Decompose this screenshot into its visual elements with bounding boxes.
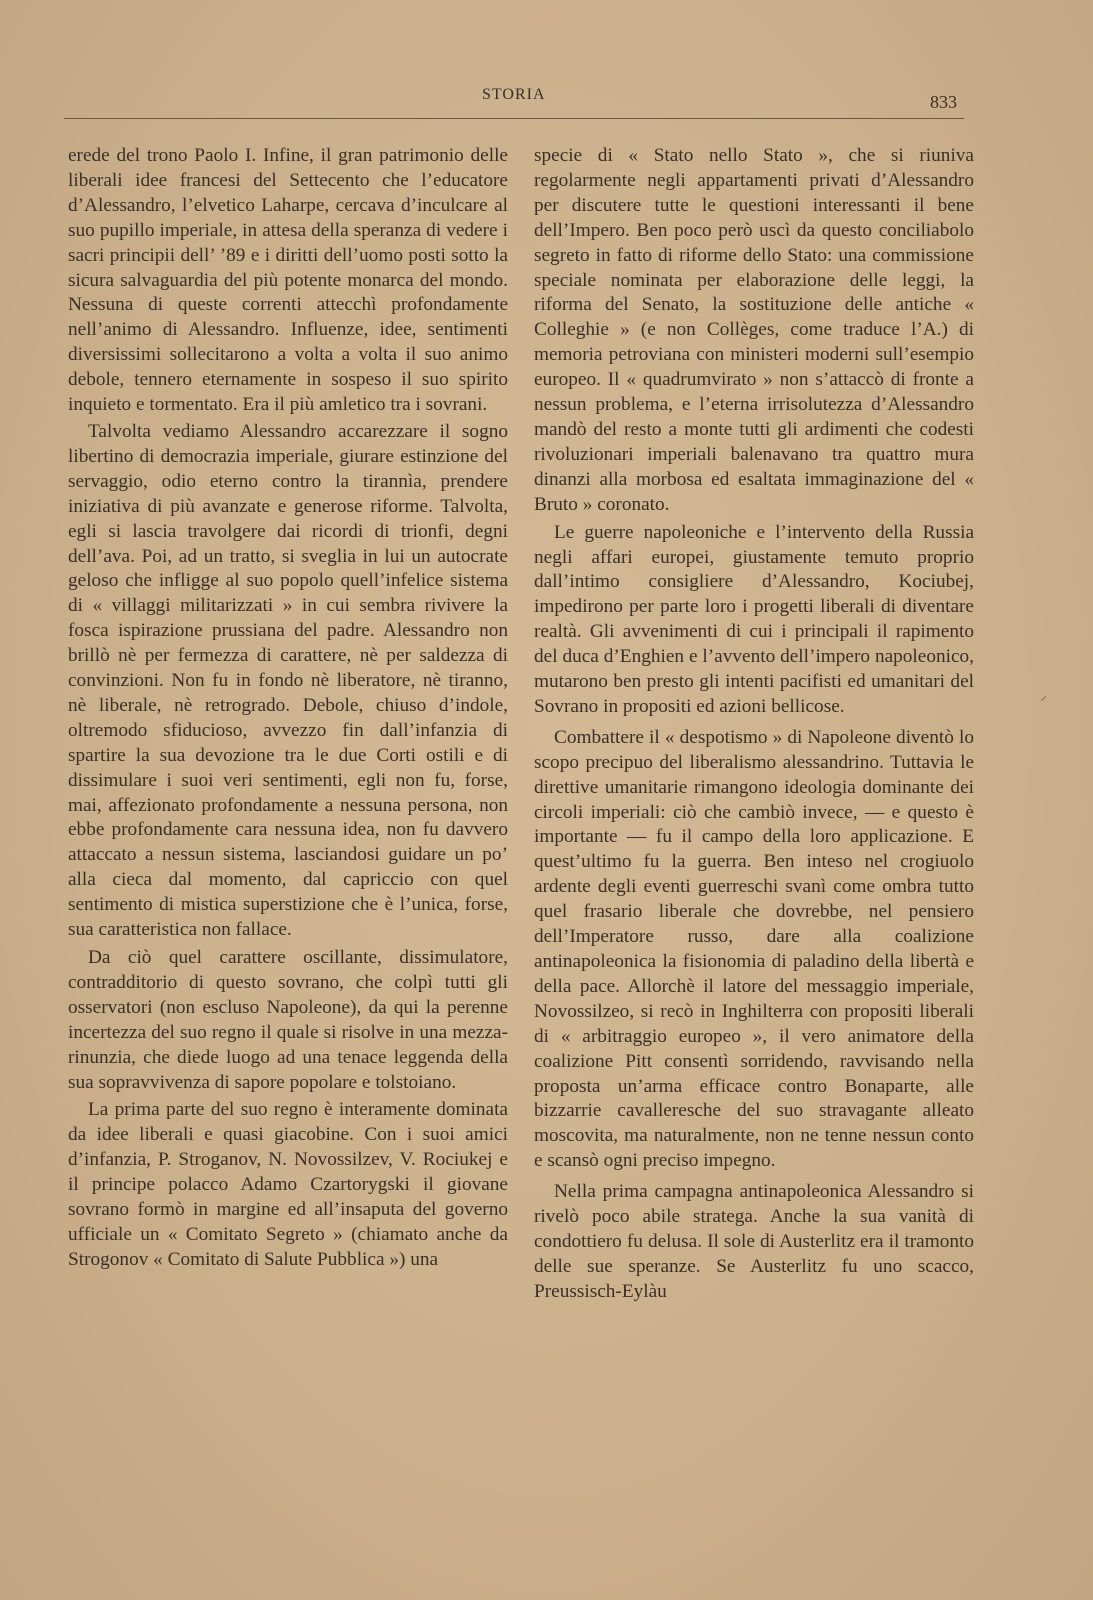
paragraph: Da ciò quel carattere oscillante, dissimulatore, contradditorio di questo sovrano, che colpì tutti gli osservatori (non escluso Napoleone), da qui la perenne incertezza del suo regno il quale si risolve in una mezza-rinunzia, che diede luogo ad una tenace leggenda della sua sopravvivenza di sapore popolare e tolstoiano. <box>68 947 508 1093</box>
paragraph: Nella prima campagna antinapoleonica Alessandro si rivelò poco abile stratega. Anche la sua vanità di condottiero fu delusa. Il sole di Austerlitz era il tramonto delle sue speranze. Se Austerlitz fu uno scacco, Preussisch-Eylàu <box>534 1181 974 1302</box>
left-column <box>68 144 508 1273</box>
margin-mark: ⸝ <box>1040 689 1047 704</box>
page-number: 833 <box>930 92 957 112</box>
paragraph: Talvolta vediamo Alessandro accarezzare il sogno libertino di democrazia imperiale, giurare estinzione del servaggio, odio eterno contro la tirannìa, prendere iniziativa di più avanzate e generose riforme. Talvolta, egli si lascia travolgere dai ricordi di trionfi, degni dell’ava. Poi, ad un tratto, si sveglia in lui un autocrate geloso che infligge al suo popolo quell’infelice sistema di « villaggi militarizzati » in cui sembra rivivere la fosca ispirazione prussiana del padre. Alessandro non brillò nè per fermezza di carattere, nè per saldezza di convinzioni. Non fu in fondo nè liberatore, nè tiranno, nè liberale, nè retrogrado. Debole, chiuso d’indole, oltremodo sfiducioso, avvezzo fin dall’infanzia di spartire la sua devozione tra le due Corti ostili e di dissimulare i suoi veri sentimenti, egli non fu, forse, mai, affezionato profondamente a nessuna persona, non ebbe profondamente cara nessuna idea, non fu davvero attaccato a nessun sistema, lasciandosi guidare un po’ alla cieca dal momento, dal capriccio con quel sentimento di mistica superstizione che è l’unica, forse, sua caratteristica non fallace. <box>68 420 508 941</box>
paragraph: specie di « Stato nello Stato », che si riuniva regolarmente negli appartamenti privati d’Alessandro per discutere tutte le questioni interessanti il bene dell’Impero. Ben poco però uscì da questo conciliabolo segreto in fatto di riforme dello Stato: una commissione speciale nominata per elaborazione delle leggi, la riforma del Senato, la sostituzione delle antiche « Colleghie » (e non Collèges, come traduce l’A.) di memoria petroviana con ministeri moderni sull’esempio europeo. Il « quadrumvirato » non s’attaccò di fronte a nessun problema, e l’eterna irrisolutezza d’Alessandro mandò del resto a monte tutti gli ardimenti che codesti rivoluzionari imperiali balenavano tra quattro mura dinanzi alla morbosa ed esaltata immaginazione del « Bruto » coronato. <box>534 145 974 515</box>
paragraph: La prima parte del suo regno è interamente dominata da idee liberali e quasi giacobine. Con i suoi amici d’infanzia, P. Stroganov, N. Novossilzev, V. Rociukej e il principe polacco Adamo Czartorygski il giovane sovrano formò in margine ed all’insaputa del governo ufficiale un « Comitato Segreto » (chiamato anche da Strogonov « Comitato di Salute Pubblica ») una <box>68 1099 508 1270</box>
paragraph: Combattere il « despotismo » di Napoleone diventò lo scopo precipuo del liberalismo alessandrino. Tuttavia le direttive umanitarie rimangono ideologia dominante dei circoli imperiali: ciò che cambiò invece, — e questo è importante — fu il campo della loro applicazione. E quest’ultimo fu la guerra. Ben inteso nel crogiuolo ardente degli eventi guerreschi svanì come ombra tutto quel frasario liberale che dovrebbe, nel pensiero dell’Imperatore russo, dare alla coalizione antinapoleonica la fisionomia di paladino della libertà e della pace. Allorchè il latore del messaggio imperiale, Novossilzeo, si recò in Inghilterra con propositi liberali di « arbitraggio europeo », il vero animatore della coalizione Pitt consentì sorridendo, ravvisando nella proposta un’arma efficace contro Bonaparte, alle bizzarrie cavalleresche del suo stravagante alleato moscovita, ma naturalmente, non ne tenne nessun conto e scansò ogni preciso impegno. <box>534 726 974 1172</box>
header-rule <box>64 118 964 119</box>
running-title: STORIA <box>482 86 546 103</box>
paragraph: Le guerre napoleoniche e l’intervento della Russia negli affari europei, giustamente temuto proprio dall’intimo consigliere d’Alessandro, Kociubej, impedirono per parte loro i progetti liberali di diventare realtà. Gli avvenimenti di cui i principali il rapimento del duca d’Enghien e l’avvento dell’impero napoleonico, mutarono ben presto gli intenti pacifisti ed umanitari del Sovrano in propositi ed azioni bellicose. <box>534 521 974 717</box>
paragraph: erede del trono Paolo I. Infine, il gran patrimonio delle liberali idee francesi del Settecento che l’educatore d’Alessandro, l’elvetico Laharpe, cercava d’inculcare al suo pupillo imperiale, in attesa della speranza di vedere i sacri principii dell’ ’89 e i diritti dell’uomo posti sotto la sicura salvaguardia del più potente monarca del mondo. Nessuna di queste correnti attecchì profondamente nell’animo di Alessandro. Influenze, idee, sentimenti diversissimi sollecitarono a volta a volta il suo animo debole, tennero eternamente in sospeso il suo spirito inquieto e tormentato. Era il più amletico tra i sovrani. <box>68 145 508 416</box>
right-column <box>534 144 974 1305</box>
